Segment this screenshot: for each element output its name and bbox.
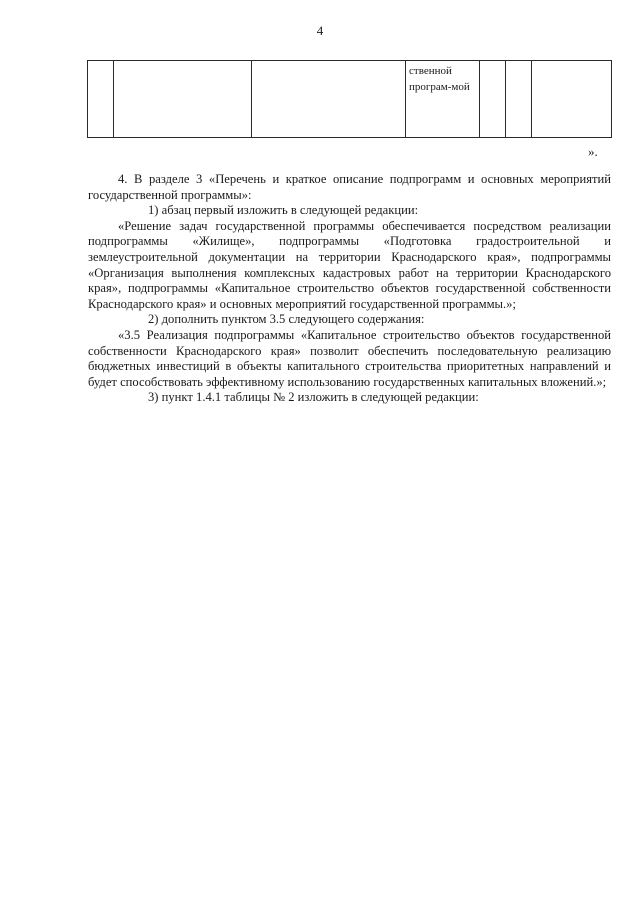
table-cell-text: ственной програм-мой [406,61,480,138]
table-cell [252,61,406,138]
table-cell [114,61,252,138]
paragraph-item-3: 3) пункт 1.4.1 таблицы № 2 изложить в следующей редакции: [148,390,479,405]
table-cell [480,61,506,138]
table-cell [506,61,532,138]
table-row [88,61,612,138]
paragraph-item-2: 2) дополнить пунктом 3.5 следующего содержания: [148,312,425,327]
paragraph-quote-2: «3.5 Реализация подпрограммы «Капитальное строительство объектов государственной собственности Краснодарского края» позволит обеспечить последовательную реализацию бюджетных инвестиций в объекты капитального строительства приоритетных направлений и будет способствовать эффективному использованию государственных капитальных вложений.»; [88,327,611,389]
page-number: 4 [316,23,324,38]
paragraph-quote-1: «Решение задач государственной программы обеспечивается посредством реализации подпрограммы «Жилище», подпрограммы «Подготовка градостроительной и землеустроительной документации на территории Краснодарского края», подпрограммы «Организация выполнения комплексных кадастровых работ на территории Краснодарского края», подпрограммы «Капитальное строительство объектов государственной собственности Краснодарского края» и основных мероприятий государственной программы.»; [88,218,611,311]
table-cell [532,61,612,138]
paragraph-item-1: 1) абзац первый изложить в следующей редакции: [148,203,419,218]
paragraph-section-4: 4. В разделе 3 «Перечень и краткое описание подпрограмм и основных мероприятий государственной программы»: [88,172,611,202]
document-body [88,172,611,406]
table-cell [88,61,114,138]
closing-quote: ». [588,144,598,159]
table-fragment [87,60,612,138]
